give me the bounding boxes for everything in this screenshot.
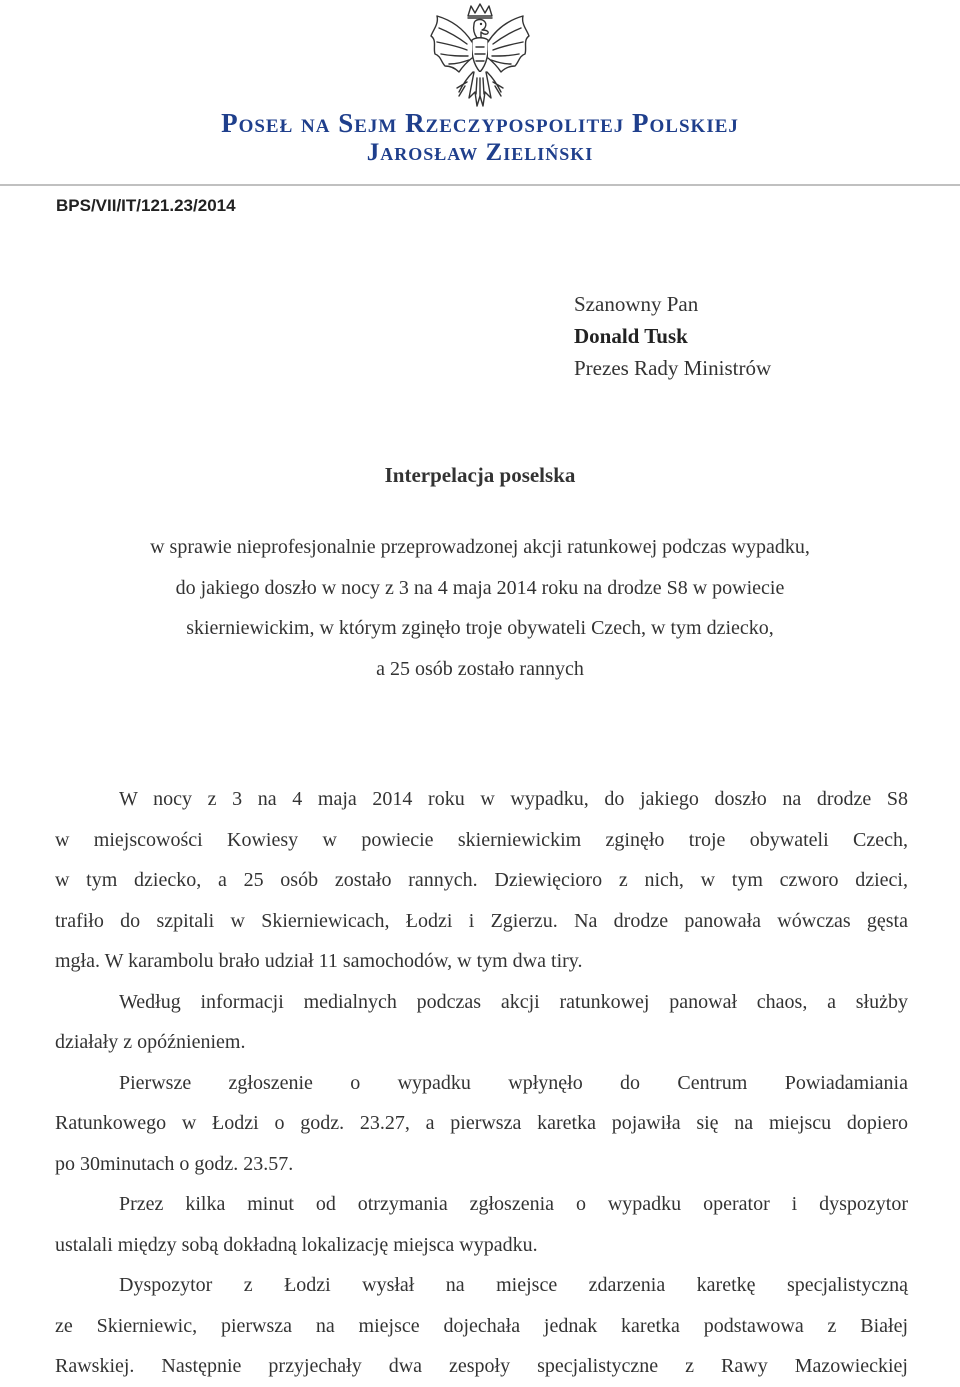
polish-eagle-emblem-icon	[427, 2, 533, 112]
body-line: mgła. W karambolu brało udział 11 samochodów, w tym dwa tiry.	[55, 950, 583, 972]
body-line: Ratunkowego w Łodzi o godz. 23.27, a pierwsza karetka pojawiła się na miejscu dopiero	[55, 1112, 908, 1134]
addressee-position: Prezes Rady Ministrów	[574, 356, 772, 380]
body-line: trafiło do szpitali w Skierniewicach, Łodzi i Zgierzu. Na drodze panowała wówczas gęsta	[55, 909, 908, 932]
body-line: po 30minutach o godz. 23.57.	[55, 1152, 294, 1175]
letter-body	[55, 779, 908, 1387]
subject-line: do jakiego doszło w nocy z 3 na 4 maja 2014 roku na drodze S8 w powiecie	[175, 576, 785, 599]
body-line: ustalali między sobą dokładną lokalizację miejsca wypadku.	[55, 1233, 538, 1256]
body-line: w miejscowości Kowiesy w powiecie skierniewickim zginęło troje obywateli Czech,	[55, 828, 908, 851]
reference-number: BPS/VII/IT/121.23/2014	[56, 196, 236, 215]
header-divider	[0, 184, 960, 186]
body-line: ze Skierniewic, pierwsza na miejsce dojechała jednak karetka podstawowa z Białej	[55, 1314, 908, 1337]
header-office-line: Poseł na Sejm Rzeczypospolitej Polskiej	[221, 108, 739, 138]
body-line: Rawskiej. Następnie przyjechały dwa zespoły specjalistyczne z Rawy Mazowieckiej	[55, 1355, 908, 1377]
addressee-name: Donald Tusk	[574, 324, 688, 348]
subject-line: w sprawie nieprofesjonalnie przeprowadzonej akcji ratunkowej podczas wypadku,	[150, 536, 810, 558]
subject-line: skierniewickim, w którym zginęło troje obywateli Czech, w tym dziecko,	[186, 617, 774, 639]
body-line: Pierwsze zgłoszenie o wypadku wpłynęło do Centrum Powiadamiania	[119, 1071, 908, 1094]
body-line: w tym dziecko, a 25 osób zostało rannych. Dziewięcioro z nich, w tym czworo dzieci,	[55, 869, 908, 891]
body-line: Dyspozytor z Łodzi wysłał na miejsce zdarzenia karetkę specjalistyczną	[119, 1274, 908, 1296]
body-line: Według informacji medialnych podczas akcji ratunkowej panował chaos, a służby	[119, 990, 908, 1013]
body-line: Przez kilka minut od otrzymania zgłoszenia o wypadku operator i dyspozytor	[119, 1193, 908, 1215]
addressee-block	[574, 288, 771, 384]
subject-line: a 25 osób zostało rannych	[376, 657, 584, 680]
body-line: W nocy z 3 na 4 maja 2014 roku w wypadku, do jakiego doszło na drodze S8	[119, 788, 908, 810]
header-name-line: Jarosław Zieliński	[366, 139, 594, 166]
document-title: Interpelacja poselska	[384, 463, 576, 487]
addressee-salutation: Szanowny Pan	[574, 292, 699, 316]
subject-block	[60, 527, 900, 689]
body-line: działały z opóźnieniem.	[55, 1031, 246, 1053]
